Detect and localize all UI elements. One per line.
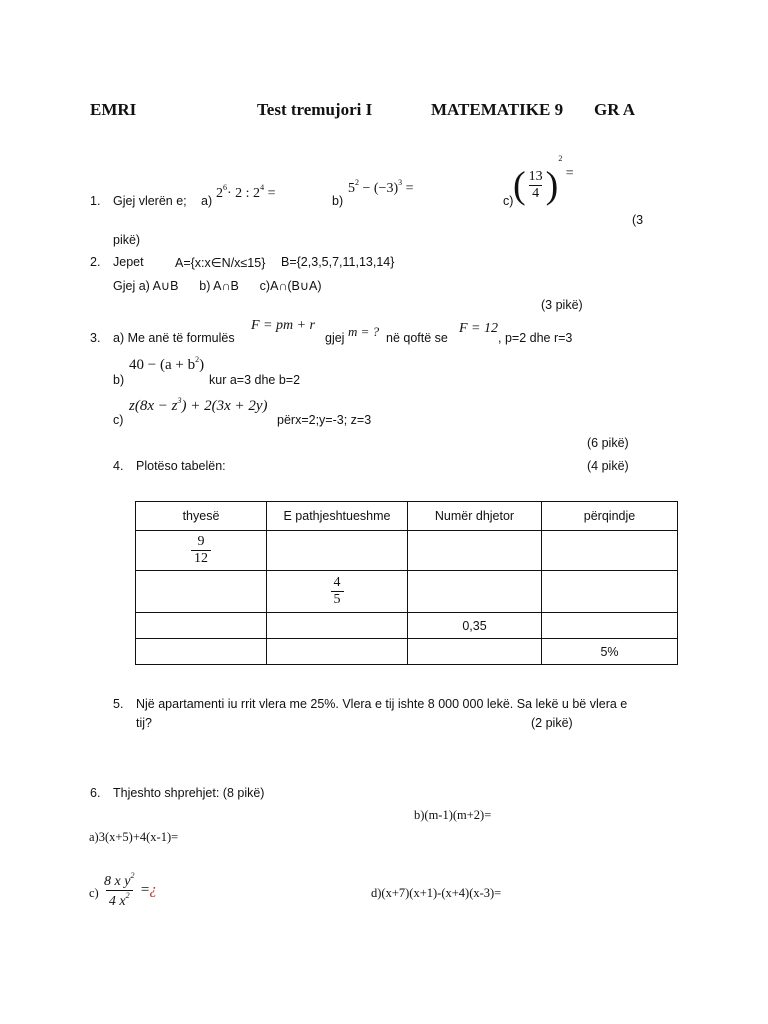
q3-a-formula: F = pm + r	[251, 318, 316, 333]
table-cell	[136, 571, 267, 613]
q3-a-text1: a) Me anë të formulës	[113, 331, 235, 345]
q5-line2: tij?	[136, 716, 152, 730]
fraction-4-5: $\frac{4}{5}$	[331, 575, 344, 608]
table-header-cell: E pathjeshtueshme	[267, 502, 408, 531]
q1-c-label: c)	[503, 194, 514, 208]
fraction-9-12: $\frac{9}{12}$	[191, 534, 211, 567]
name-label: EMRI	[90, 100, 137, 119]
q4-text: Plotëso tabelën:	[136, 459, 226, 473]
table-cell	[408, 639, 542, 665]
q2-set-a: A={x:x∈N/x≤15}	[175, 256, 266, 270]
q1-c-expression: ( $\frac{13}{4}$ )$^2$ =	[513, 154, 574, 207]
fraction-table	[135, 501, 678, 665]
table-cell	[267, 613, 408, 639]
q3-a-find: m = ?	[348, 324, 380, 339]
q1-number: 1.	[90, 194, 101, 208]
table-cell	[408, 571, 542, 613]
q3-c-expression: $z(8x - z^3) + 2(3x + 2y)$	[129, 396, 268, 414]
group-label: GR A	[594, 100, 636, 119]
table-cell	[542, 571, 678, 613]
q5-number: 5.	[113, 697, 124, 711]
q2-set-b: B={2,3,5,7,11,13,14}	[281, 255, 395, 269]
q2-tasks: Gjej a) A∪B b) A∩B c)A∩(B∪A)	[113, 279, 322, 293]
q3-b-label: b)	[113, 373, 125, 387]
table-cell	[136, 613, 267, 639]
q2-jepet: Jepet	[113, 255, 144, 269]
q6-b: b)(m-1)(m+2)=	[414, 808, 492, 822]
q3-a-text2: gjej	[325, 331, 345, 345]
error-mark: ¿	[149, 881, 157, 898]
table-cell	[542, 613, 678, 639]
q1-points-close: pikë)	[113, 233, 141, 247]
q3-b-condition: kur a=3 dhe b=2	[209, 373, 301, 387]
q4-number: 4.	[113, 459, 124, 473]
test-title: Test tremujori I	[257, 100, 373, 119]
q5-line1: Një apartamenti iu rrit vlera me 25%. Vlera e tij ishte 8 000 000 lekë. Sa lekë u bë vlera e	[136, 697, 628, 711]
table-row	[136, 531, 678, 571]
q1-text: Gjej vlerën e;	[113, 194, 187, 208]
q4-points: (4 pikë)	[587, 459, 629, 473]
table-cell	[542, 531, 678, 571]
q1-points-open: (3	[632, 213, 644, 227]
q3-b-expression: $40 - (a + b^2)$	[129, 355, 205, 373]
table-cell-decimal: 0,35	[408, 613, 542, 639]
table-cell	[267, 639, 408, 665]
table-cell-percent: 5%	[542, 639, 678, 665]
q6-text: Thjeshto shprehjet: (8 pikë)	[113, 786, 265, 800]
q6-a: a)3(x+5)+4(x-1)=	[89, 830, 179, 844]
q1-b-expression: $5^2 - (-3)^3$ =	[348, 178, 414, 196]
q2-number: 2.	[90, 255, 101, 269]
q3-a-text3: në qoftë se	[386, 331, 448, 345]
q2-points: (3 pikë)	[541, 298, 583, 312]
table-row	[136, 639, 678, 665]
q3-points: (6 pikë)	[587, 436, 629, 450]
q6-c-label: c)	[89, 886, 99, 900]
q5-points: (2 pikë)	[531, 716, 573, 730]
table-row	[136, 613, 678, 639]
q3-a-text4: , p=2 dhe r=3	[498, 331, 573, 345]
q3-a-given: F = 12	[459, 321, 498, 336]
table-row	[136, 571, 678, 613]
table-cell	[136, 639, 267, 665]
table-cell	[267, 571, 408, 613]
table-cell	[267, 531, 408, 571]
q1-b-label: b)	[332, 194, 344, 208]
q3-c-label: c)	[113, 413, 124, 427]
table-header-cell: përqindje	[542, 502, 678, 531]
q6-d: d)(x+7)(x+1)-(x+4)(x-3)=	[371, 886, 502, 900]
table-header-cell: thyesë	[136, 502, 267, 531]
table-header-cell: Numër dhjetor	[408, 502, 542, 531]
table-cell	[136, 531, 267, 571]
q1-a-label: a)	[201, 194, 213, 208]
q3-c-condition: përx=2;y=-3; z=3	[277, 413, 372, 427]
q6-number: 6.	[90, 786, 101, 800]
q1-a-expression: $2^6\cdot 2$ : $2^4$ =	[216, 183, 276, 201]
table-header-row	[136, 502, 678, 531]
q6-c-expression: $\frac{8 x y^2}{4 x^2}$ =¿	[104, 871, 157, 909]
table-cell	[408, 531, 542, 571]
q3-number: 3.	[90, 331, 101, 345]
subject-title: MATEMATIKE 9	[431, 100, 564, 119]
